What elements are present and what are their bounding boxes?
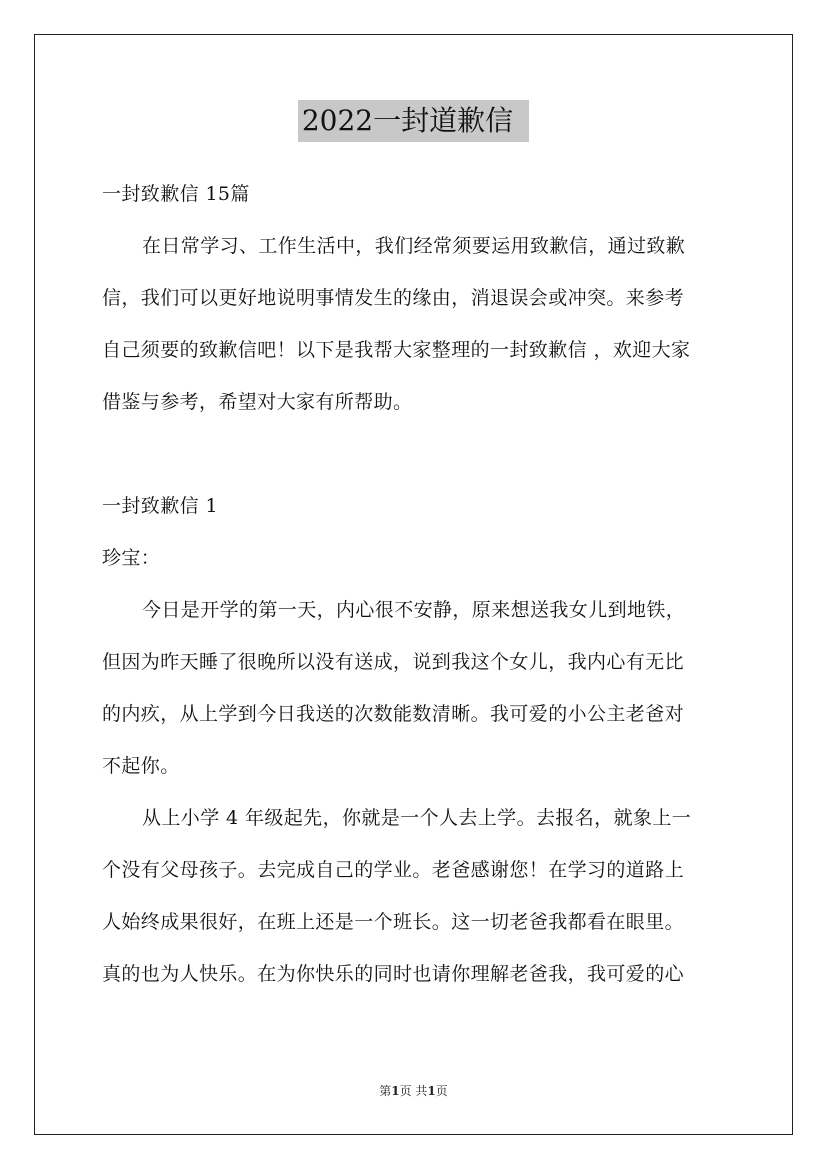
paragraph-line: 从上小学 4 年级起先，你就是一个人去上学。去报名，就象上一	[142, 807, 692, 829]
paragraph-line: 个没有父母孩子。去完成自己的学业。老爸感谢您！在学习的道路上	[102, 859, 685, 881]
paragraph-line: 真的也为人快乐。在为你快乐的同时也请你理解老爸我，我可爱的心	[102, 963, 685, 985]
page-number-mid: 页 共	[399, 1084, 428, 1098]
current-page-number: 1	[391, 1084, 400, 1098]
paragraph-line: 不起你。	[102, 755, 180, 777]
intro-line: 在日常学习、工作生活中，我们经常须要运用致歉信，通过致歉	[142, 235, 686, 257]
paragraph-line: 的内疚，从上学到今日我送的次数能数清晰。我可爱的小公主老爸对	[102, 703, 685, 725]
total-page-number: 1	[427, 1084, 436, 1098]
intro-line: 信，我们可以更好地说明事情发生的缘由，消退误会或冲突。来参考	[102, 287, 685, 309]
page-number-prefix: 第	[379, 1084, 392, 1098]
page-footer	[0, 1082, 827, 1100]
blank-line	[102, 428, 728, 480]
page-number-suffix: 页	[435, 1084, 448, 1098]
title-area	[0, 100, 827, 142]
paragraph-line: 今日是开学的第一天，内心很不安静，原来想送我女儿到地铁，	[142, 599, 686, 621]
letter-heading: 一封致歉信 1	[102, 495, 218, 517]
intro-line: 自己须要的致歉信吧！以下是我帮大家整理的一封致歉信 ，欢迎大家	[102, 339, 691, 361]
document-title: 2022一封道歉信	[298, 100, 529, 142]
intro-line: 借鉴与参考，希望对大家有所帮助。	[102, 391, 413, 413]
paragraph-line: 人始终成果很好，在班上还是一个班长。这一切老爸我都看在眼里。	[102, 911, 685, 933]
document-body	[102, 168, 728, 1000]
paragraph-line: 但因为昨天睡了很晚所以没有送成，说到我这个女儿，我内心有无比	[102, 651, 685, 673]
salutation: 珍宝：	[102, 547, 161, 569]
subtitle: 一封致歉信 15篇	[102, 183, 250, 205]
